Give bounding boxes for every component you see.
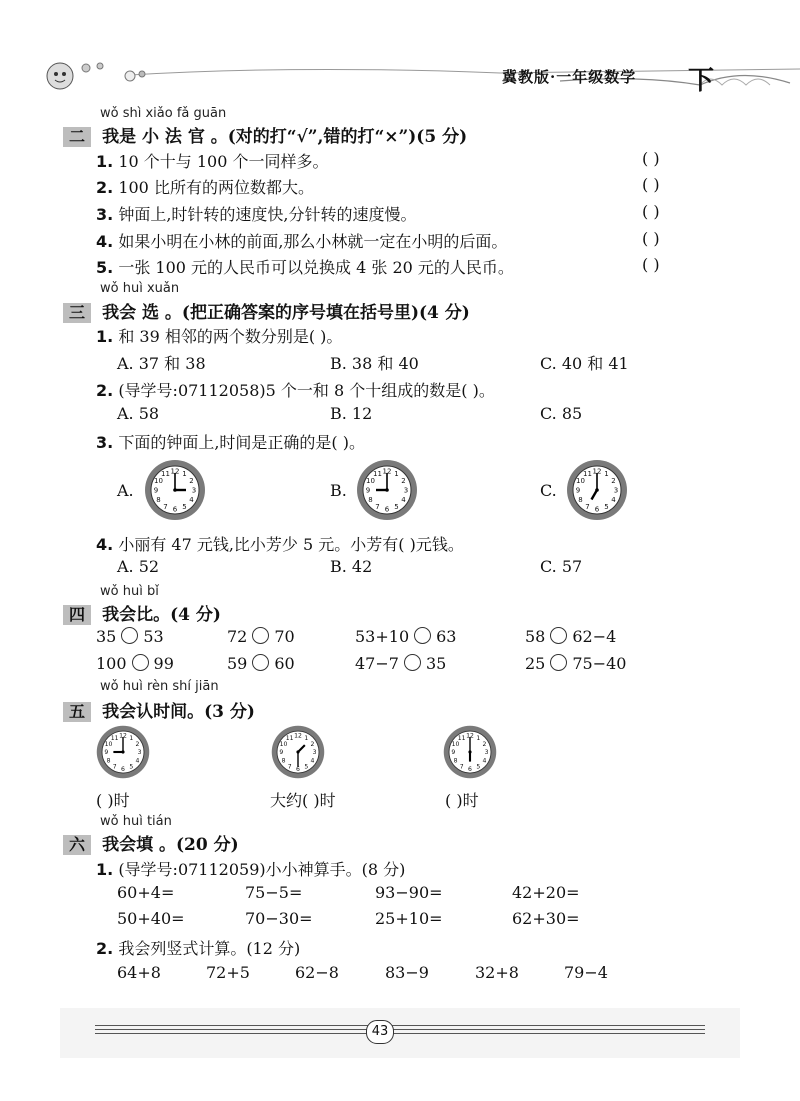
clock-numeral: 12 bbox=[294, 732, 302, 740]
section-2-header bbox=[63, 122, 467, 147]
clock-numeral: 5 bbox=[476, 763, 481, 771]
compare-circle[interactable] bbox=[550, 627, 567, 644]
list-item: 5. 一张 100 元的人民币可以兑换成 4 张 20 元的人民币。 bbox=[96, 258, 514, 277]
clock-numeral: 11 bbox=[457, 734, 466, 742]
clock-numeral: 1 bbox=[394, 470, 399, 478]
option-c[interactable]: C. 57 bbox=[540, 557, 583, 576]
clock-numeral: 10 bbox=[366, 477, 375, 485]
clock-numeral: 1 bbox=[476, 734, 481, 742]
page-number: 43 bbox=[366, 1020, 394, 1044]
clock-numeral: 12 bbox=[466, 732, 474, 740]
clock-numeral: 9 bbox=[153, 486, 159, 495]
clock-b-icon bbox=[355, 458, 419, 522]
compare-item: 47−7 35 bbox=[355, 654, 447, 673]
compare-item: 72 70 bbox=[227, 627, 295, 646]
answer-blank[interactable]: ( ) bbox=[642, 149, 660, 168]
compare-circle[interactable] bbox=[121, 627, 138, 644]
clock-numeral: 1 bbox=[129, 734, 134, 742]
calc-item[interactable]: 75−5= bbox=[245, 883, 303, 902]
section-4-pinyin: wǒ huì bǐ bbox=[100, 584, 159, 599]
clock-numeral: 6 bbox=[594, 505, 600, 514]
section-3-pinyin: wǒ huì xuǎn bbox=[100, 281, 180, 296]
vertical-calc-item[interactable]: 64+8 bbox=[117, 963, 161, 982]
volume-mark: 下 bbox=[688, 66, 715, 96]
clock-center bbox=[173, 488, 177, 492]
clock-numeral: 11 bbox=[285, 734, 294, 742]
compare-circle[interactable] bbox=[252, 654, 269, 671]
clock-numeral: 1 bbox=[182, 470, 187, 478]
clock-numeral: 6 bbox=[468, 765, 472, 773]
clock-numeral: 5 bbox=[394, 503, 399, 511]
clock-numeral: 4 bbox=[611, 496, 616, 504]
clock-numeral: 10 bbox=[104, 740, 113, 748]
clock-numeral: 10 bbox=[279, 740, 288, 748]
clock-numeral: 5 bbox=[304, 763, 309, 771]
series-title: 冀教版·一年级数学 bbox=[502, 68, 637, 86]
clock-center bbox=[595, 488, 599, 492]
clock-center bbox=[121, 750, 124, 753]
clock-numeral: 9 bbox=[279, 749, 284, 757]
option-a[interactable]: A. bbox=[117, 481, 134, 500]
compare-item: 100 99 bbox=[96, 654, 174, 673]
vertical-calc-item[interactable]: 83−9 bbox=[385, 963, 429, 982]
clock-numeral: 8 bbox=[578, 496, 583, 504]
compare-circle[interactable] bbox=[404, 654, 421, 671]
clock-numeral: 6 bbox=[121, 765, 125, 773]
clock-numeral: 11 bbox=[110, 734, 119, 742]
clock-center bbox=[296, 750, 299, 753]
calc-item[interactable]: 70−30= bbox=[245, 909, 313, 928]
calc-item[interactable]: 62+30= bbox=[512, 909, 580, 928]
clock-numeral: 9 bbox=[575, 486, 581, 495]
section-6-title: 我会填 。(20 分) bbox=[102, 835, 239, 855]
option-b[interactable]: B. 42 bbox=[330, 557, 373, 576]
clock-numeral: 8 bbox=[281, 757, 286, 765]
subquestion-1: 1. (导学号:07112059)小小神算手。(8 分) bbox=[96, 860, 406, 879]
clock-numeral: 6 bbox=[384, 505, 390, 514]
clock-numeral: 4 bbox=[189, 496, 194, 504]
time-answer-blank[interactable]: ( )时 bbox=[445, 791, 479, 810]
option-c[interactable]: C. bbox=[540, 481, 557, 500]
compare-circle[interactable] bbox=[132, 654, 149, 671]
section-5-header bbox=[63, 697, 255, 722]
clock-numeral: 4 bbox=[135, 757, 140, 765]
vertical-calc-item[interactable]: 72+5 bbox=[206, 963, 250, 982]
footer-rule bbox=[95, 1025, 705, 1026]
calc-item[interactable]: 93−90= bbox=[375, 883, 443, 902]
compare-circle[interactable] bbox=[252, 627, 269, 644]
calc-item[interactable]: 60+4= bbox=[117, 883, 175, 902]
vertical-calc-item[interactable]: 32+8 bbox=[475, 963, 519, 982]
clock-numeral: 2 bbox=[482, 740, 487, 748]
clock-numeral: 9 bbox=[451, 749, 456, 757]
clock-numeral: 2 bbox=[135, 740, 140, 748]
list-item: 4. 如果小明在小林的前面,那么小林就一定在小明的后面。 bbox=[96, 232, 508, 251]
clock-numeral: 3 bbox=[191, 486, 197, 495]
answer-blank[interactable]: ( ) bbox=[642, 175, 660, 194]
section-3-title: 我会 选 。(把正确答案的序号填在括号里)(4 分) bbox=[102, 303, 470, 323]
clock-numeral: 8 bbox=[106, 757, 111, 765]
clock-icon bbox=[95, 724, 151, 780]
clock-a-icon bbox=[143, 458, 207, 522]
clock-numeral: 1 bbox=[604, 470, 609, 478]
clock-numeral: 7 bbox=[459, 763, 464, 771]
clock-numeral: 1 bbox=[304, 734, 309, 742]
calc-item[interactable]: 42+20= bbox=[512, 883, 580, 902]
clock-numeral: 3 bbox=[613, 486, 619, 495]
clock-numeral: 4 bbox=[310, 757, 315, 765]
option-c[interactable]: C. 40 和 41 bbox=[540, 354, 629, 373]
compare-item: 59 60 bbox=[227, 654, 295, 673]
compare-circle[interactable] bbox=[550, 654, 567, 671]
clock-numeral: 8 bbox=[156, 496, 161, 504]
question-4: 4. 小丽有 47 元钱,比小芳少 5 元。小芳有( )元钱。 bbox=[96, 535, 464, 554]
clock-numeral: 8 bbox=[453, 757, 458, 765]
clock-numeral: 2 bbox=[401, 477, 406, 485]
compare-item: 58 62−4 bbox=[525, 627, 617, 646]
section-2-pinyin: wǒ shì xiǎo fǎ guān bbox=[100, 106, 227, 121]
section-4-header bbox=[63, 600, 221, 625]
clock-numeral: 3 bbox=[403, 486, 409, 495]
section-5-number: 五 bbox=[63, 702, 91, 722]
option-a[interactable]: A. 37 和 38 bbox=[117, 354, 206, 373]
compare-item: 35 53 bbox=[96, 627, 164, 646]
section-3-number: 三 bbox=[63, 303, 91, 323]
clock-numeral: 10 bbox=[451, 740, 460, 748]
compare-circle[interactable] bbox=[414, 627, 431, 644]
clock-numeral: 7 bbox=[375, 503, 380, 511]
section-6-number: 六 bbox=[63, 835, 91, 855]
clock-numeral: 7 bbox=[287, 763, 292, 771]
clock-numeral: 4 bbox=[401, 496, 406, 504]
clock-numeral: 10 bbox=[154, 477, 163, 485]
clock-numeral: 6 bbox=[296, 765, 300, 773]
clock-numeral: 6 bbox=[172, 505, 178, 514]
option-b[interactable]: B. bbox=[330, 481, 347, 500]
clock-numeral: 3 bbox=[312, 749, 317, 757]
clock-numeral: 10 bbox=[576, 477, 585, 485]
answer-blank[interactable]: ( ) bbox=[642, 202, 660, 221]
section-6-header bbox=[63, 830, 239, 855]
calc-item[interactable]: 50+40= bbox=[117, 909, 185, 928]
clock-numeral: 3 bbox=[484, 749, 489, 757]
option-c[interactable]: C. 85 bbox=[540, 404, 583, 423]
clock-numeral: 5 bbox=[129, 763, 134, 771]
clock-numeral: 7 bbox=[585, 503, 590, 511]
section-6-pinyin: wǒ huì tián bbox=[100, 814, 172, 829]
answer-blank[interactable]: ( ) bbox=[642, 255, 660, 274]
question-2: 2. (导学号:07112058)5 个一和 8 个十组成的数是( )。 bbox=[96, 381, 495, 400]
footer-rule bbox=[95, 1029, 705, 1030]
clock-numeral: 2 bbox=[189, 477, 194, 485]
list-item: 3. 钟面上,时针转的速度快,分针转的速度慢。 bbox=[96, 205, 417, 224]
clock-numeral: 9 bbox=[365, 486, 371, 495]
clock-c-icon bbox=[565, 458, 629, 522]
time-answer-blank[interactable]: 大约( )时 bbox=[270, 791, 336, 810]
question-1: 1. 和 39 相邻的两个数分别是( )。 bbox=[96, 327, 343, 346]
clock-numeral: 5 bbox=[182, 503, 187, 511]
calc-item[interactable]: 25+10= bbox=[375, 909, 443, 928]
answer-blank[interactable]: ( ) bbox=[642, 229, 660, 248]
list-item: 1. 10 个十与 100 个一同样多。 bbox=[96, 152, 329, 171]
clock-icon bbox=[442, 724, 498, 780]
subquestion-2: 2. 我会列竖式计算。(12 分) bbox=[96, 939, 301, 958]
clock-numeral: 11 bbox=[583, 470, 592, 478]
section-2-title: 我是 小 法 官 。(对的打“√”,错的打“×”)(5 分) bbox=[102, 127, 468, 147]
clock-numeral: 3 bbox=[137, 749, 142, 757]
list-item: 2. 100 比所有的两位数都大。 bbox=[96, 178, 314, 197]
time-answer-blank[interactable]: ( )时 bbox=[96, 791, 130, 810]
clock-numeral: 5 bbox=[604, 503, 609, 511]
option-b[interactable]: B. 12 bbox=[330, 404, 373, 423]
section-4-number: 四 bbox=[63, 605, 91, 625]
clock-numeral: 2 bbox=[611, 477, 616, 485]
question-3: 3. 下面的钟面上,时间是正确的是( )。 bbox=[96, 433, 365, 452]
option-a[interactable]: A. 58 bbox=[117, 404, 160, 423]
vertical-calc-item[interactable]: 79−4 bbox=[564, 963, 608, 982]
clock-numeral: 2 bbox=[310, 740, 315, 748]
mascot-logo-icon bbox=[38, 50, 148, 95]
clock-numeral: 11 bbox=[161, 470, 170, 478]
vertical-calc-item[interactable]: 62−8 bbox=[295, 963, 339, 982]
clock-center bbox=[468, 750, 471, 753]
section-4-title: 我会比。(4 分) bbox=[102, 605, 221, 625]
clock-numeral: 12 bbox=[170, 467, 180, 476]
clock-numeral: 8 bbox=[368, 496, 373, 504]
clock-icon bbox=[270, 724, 326, 780]
clock-numeral: 11 bbox=[373, 470, 382, 478]
clock-numeral: 12 bbox=[592, 467, 602, 476]
compare-item: 53+10 63 bbox=[355, 627, 457, 646]
option-a[interactable]: A. 52 bbox=[117, 557, 160, 576]
section-5-pinyin: wǒ huì rèn shí jiān bbox=[100, 679, 219, 694]
clock-numeral: 12 bbox=[382, 467, 392, 476]
section-5-title: 我会认时间。(3 分) bbox=[102, 702, 255, 722]
clock-numeral: 12 bbox=[119, 732, 127, 740]
clock-numeral: 7 bbox=[163, 503, 168, 511]
clock-numeral: 4 bbox=[482, 757, 487, 765]
clock-numeral: 9 bbox=[104, 749, 109, 757]
clock-center bbox=[385, 488, 389, 492]
section-3-header bbox=[63, 298, 470, 323]
option-b[interactable]: B. 38 和 40 bbox=[330, 354, 419, 373]
compare-item: 25 75−40 bbox=[525, 654, 627, 673]
footer-rule bbox=[95, 1033, 705, 1034]
clock-numeral: 7 bbox=[112, 763, 117, 771]
section-2-number: 二 bbox=[63, 127, 91, 147]
